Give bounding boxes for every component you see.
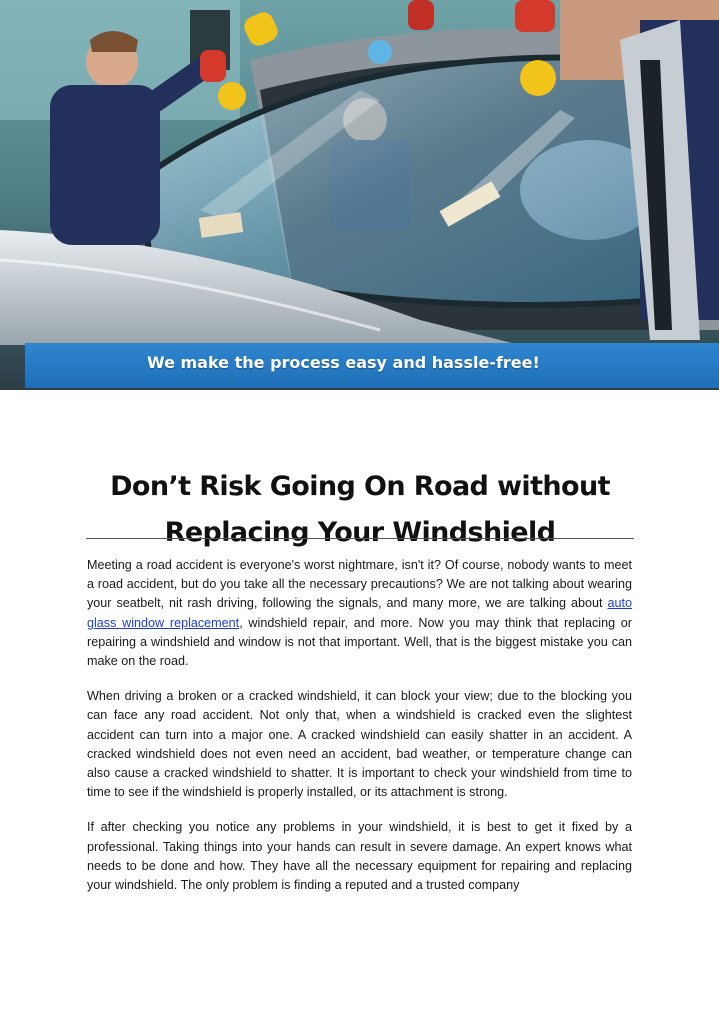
title-divider xyxy=(86,538,634,539)
paragraph-1 xyxy=(87,556,632,671)
paragraph-2: When driving a broken or a cracked windshield, it can block your view; due to the blocking you can face any road accident. Not only that, when a windshield is cracked even the slightest accident can turn into a major one. A cracked windshield can easily shatter in an accident. A cracked windshield does not even need an accident, bad weather, or temperature change can also cause a cracked windshield to shatter. It is important to check your windshield from time to time to see if the windshield is properly installed, or its attachment is strong. xyxy=(87,689,632,800)
article-body xyxy=(87,556,632,911)
article-title: Don’t Risk Going On Road without Replacing Your Windshield xyxy=(110,471,610,549)
auto-glass-link[interactable]: auto glass window replacement xyxy=(87,596,632,630)
hero-image xyxy=(0,0,719,390)
promo-banner xyxy=(25,343,719,388)
paragraph-3: If after checking you notice any problems in your windshield, it is best to get it fixed by a professional. Taking things into your hands can result in severe damage. An expert knows what needs to be done and how. They have all the necessary equipment for repairing and replacing your windshield. The only problem is finding a reputed and a trusted company xyxy=(87,820,632,893)
paragraph-1-start: Meeting a road accident is everyone's worst nightmare, isn't it? Of course, nobody wants to meet a road accident, but do you take all the necessary precautions? We are not talking about wearing your seatbelt, nit rash driving, following the signals, and many more, we are talking about xyxy=(87,558,632,611)
paragraph-1-end: , windshield repair, and more. Now you may think that replacing or repairing a windshield and window is not that important. Well, that is the biggest mistake you can make on the road. xyxy=(87,615,633,669)
windshield-replacement-photo xyxy=(0,0,719,390)
banner-text: We make the process easy and hassle-free! xyxy=(147,353,540,372)
